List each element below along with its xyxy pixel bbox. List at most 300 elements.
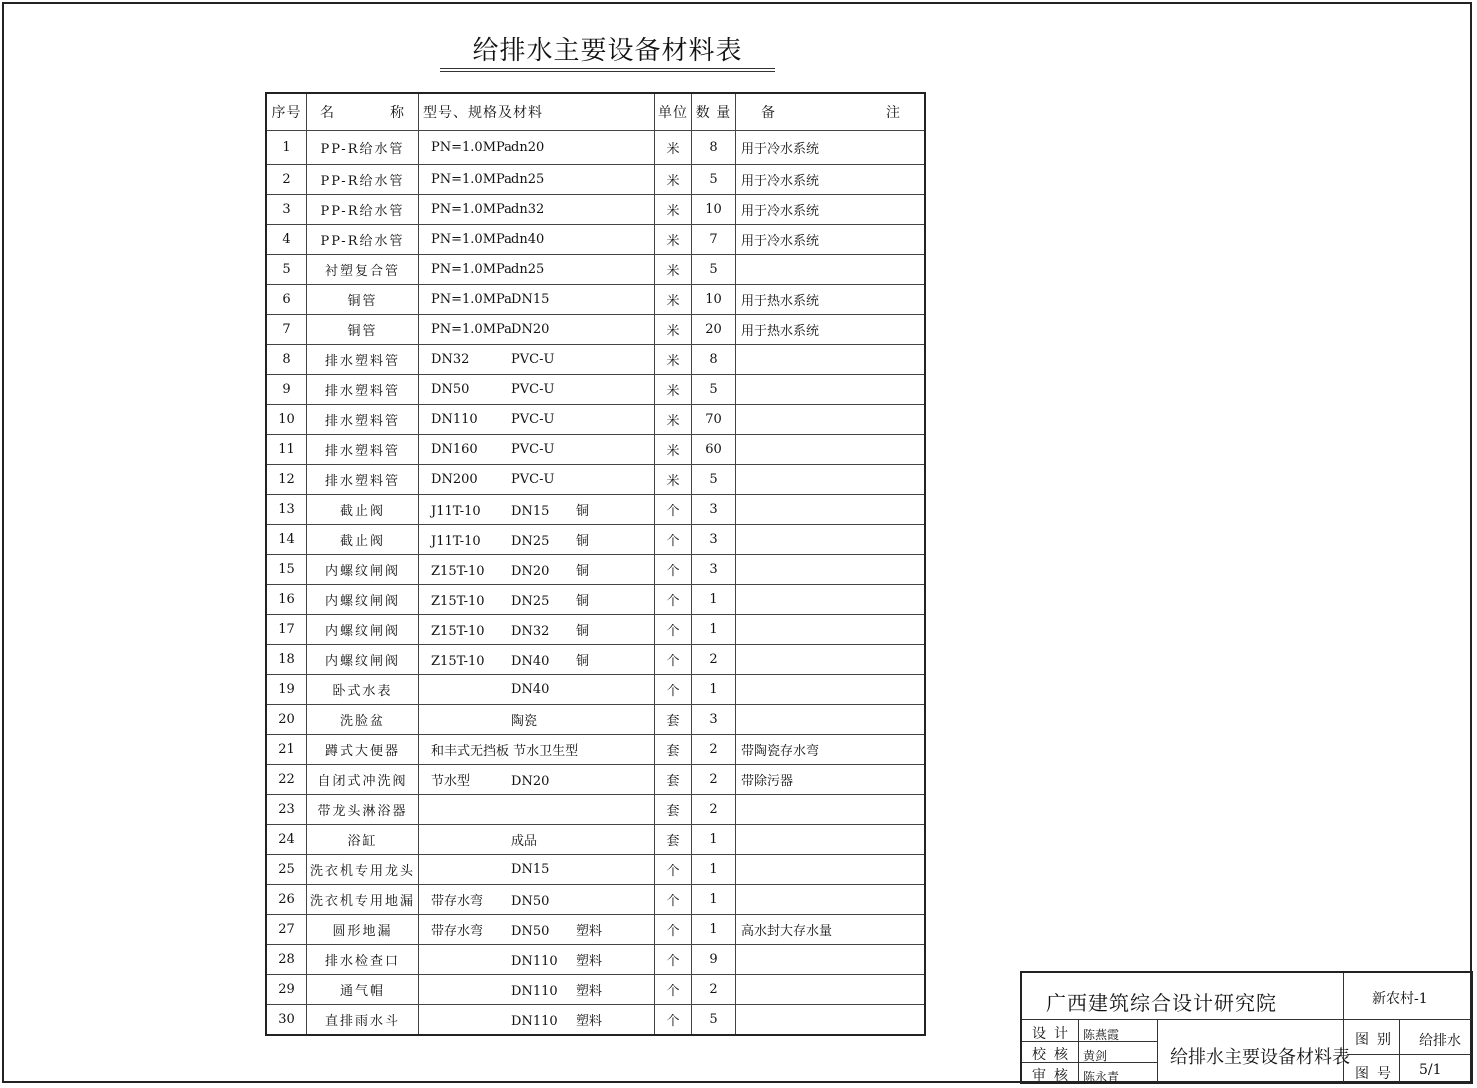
row-note xyxy=(736,555,926,585)
row-unit: 个 xyxy=(655,855,692,885)
table-row xyxy=(266,465,925,495)
row-note: 用于热水系统 xyxy=(736,285,926,315)
row-note: 带陶瓷存水弯 xyxy=(736,735,926,765)
row-note xyxy=(736,675,926,705)
row-no: 2 xyxy=(266,165,307,195)
page-title: 给排水主要设备材料表 xyxy=(472,36,743,66)
row-no: 3 xyxy=(266,195,307,225)
row-name: 排水塑料管 xyxy=(307,345,419,375)
row-unit: 个 xyxy=(655,615,692,645)
row-spec-part: DN25 xyxy=(511,594,550,609)
row-unit: 套 xyxy=(655,795,692,825)
row-note xyxy=(736,705,926,735)
row-spec-part: dn20 xyxy=(511,140,545,155)
row-qty: 2 xyxy=(692,975,736,1005)
row-unit: 米 xyxy=(655,225,692,255)
row-no: 18 xyxy=(266,645,307,675)
header-name-a: 名 xyxy=(320,105,335,121)
row-spec-part: 节水型 xyxy=(431,774,471,789)
row-name: 浴缸 xyxy=(307,825,419,855)
row-spec-part: DN110 xyxy=(431,412,478,427)
row-spec-part: 铜 xyxy=(576,534,590,549)
row-no: 21 xyxy=(266,735,307,765)
drawing-no-label: 图号 xyxy=(1355,1066,1399,1082)
row-qty: 9 xyxy=(692,945,736,975)
category-label: 图别 xyxy=(1355,1032,1399,1048)
row-name: PP-R给水管 xyxy=(307,165,419,195)
row-spec-part: PN=1.0MPa xyxy=(431,292,512,307)
row-note xyxy=(736,435,926,465)
title-underline xyxy=(440,68,775,69)
row-spec xyxy=(419,195,655,225)
table-row xyxy=(266,255,925,285)
row-spec-part: DN110 xyxy=(511,954,558,969)
row-qty: 8 xyxy=(692,131,736,165)
table-row xyxy=(266,885,925,915)
row-qty: 1 xyxy=(692,885,736,915)
row-qty: 10 xyxy=(692,195,736,225)
row-unit: 个 xyxy=(655,675,692,705)
row-no: 9 xyxy=(266,375,307,405)
row-qty: 3 xyxy=(692,705,736,735)
row-note xyxy=(736,795,926,825)
row-spec-part: PN=1.0MPa xyxy=(431,140,512,155)
row-note: 高水封大存水量 xyxy=(736,915,926,945)
row-name: 截止阀 xyxy=(307,495,419,525)
row-unit: 米 xyxy=(655,405,692,435)
row-spec-part: DN50 xyxy=(431,382,470,397)
row-note xyxy=(736,825,926,855)
row-unit: 个 xyxy=(655,585,692,615)
row-qty: 7 xyxy=(692,225,736,255)
row-unit: 米 xyxy=(655,345,692,375)
row-spec-part: DN110 xyxy=(511,1014,558,1029)
row-name: 直排雨水斗 xyxy=(307,1005,419,1036)
table-row xyxy=(266,945,925,975)
row-name: PP-R给水管 xyxy=(307,131,419,165)
row-spec-part: 塑料 xyxy=(576,924,603,939)
row-name: 洗脸盆 xyxy=(307,705,419,735)
table-row xyxy=(266,345,925,375)
table-row xyxy=(266,435,925,465)
row-no: 29 xyxy=(266,975,307,1005)
header-note-b: 注 xyxy=(886,105,902,121)
row-no: 4 xyxy=(266,225,307,255)
table-row xyxy=(266,765,925,795)
row-name: PP-R给水管 xyxy=(307,225,419,255)
table-row xyxy=(266,165,925,195)
header-unit: 单位 xyxy=(655,93,692,131)
row-spec-part: Z15T-10 xyxy=(431,594,485,609)
row-spec-part: DN160 xyxy=(431,442,478,457)
row-spec-part: DN25 xyxy=(511,534,550,549)
row-unit: 个 xyxy=(655,915,692,945)
row-note: 用于冷水系统 xyxy=(736,131,926,165)
row-spec xyxy=(419,345,655,375)
table-row xyxy=(266,375,925,405)
row-name: 圆形地漏 xyxy=(307,915,419,945)
row-qty: 20 xyxy=(692,315,736,345)
row-unit: 个 xyxy=(655,885,692,915)
row-spec-part: DN40 xyxy=(511,682,550,697)
row-spec xyxy=(419,165,655,195)
row-no: 15 xyxy=(266,555,307,585)
row-no: 8 xyxy=(266,345,307,375)
row-spec xyxy=(419,525,655,555)
row-spec-part: 铜 xyxy=(576,564,590,579)
row-spec-part: DN32 xyxy=(511,624,550,639)
row-no: 24 xyxy=(266,825,307,855)
row-spec-part: 塑料 xyxy=(576,954,603,969)
row-note xyxy=(736,495,926,525)
row-no: 13 xyxy=(266,495,307,525)
row-spec-part: Z15T-10 xyxy=(431,624,485,639)
tb-line xyxy=(1078,1019,1079,1082)
table-row xyxy=(266,405,925,435)
row-spec-part: PN=1.0MPa xyxy=(431,262,512,277)
row-name: 排水检查口 xyxy=(307,945,419,975)
row-name: 排水塑料管 xyxy=(307,375,419,405)
row-spec xyxy=(419,435,655,465)
row-spec xyxy=(419,645,655,675)
row-spec-part: dn32 xyxy=(511,202,545,217)
row-qty: 3 xyxy=(692,555,736,585)
row-spec-part: PVC-U xyxy=(511,352,555,367)
drawing-no-value: 5/1 xyxy=(1419,1062,1442,1078)
row-spec-part: 带存水弯 xyxy=(431,894,484,909)
design-name: 陈燕霞 xyxy=(1083,1028,1120,1042)
row-no: 1 xyxy=(266,131,307,165)
row-no: 30 xyxy=(266,1005,307,1036)
row-note: 用于冷水系统 xyxy=(736,165,926,195)
row-unit: 套 xyxy=(655,735,692,765)
row-spec-part: PVC-U xyxy=(511,412,555,427)
row-qty: 2 xyxy=(692,795,736,825)
row-qty: 1 xyxy=(692,825,736,855)
row-unit: 米 xyxy=(655,255,692,285)
row-spec xyxy=(419,615,655,645)
row-note xyxy=(736,615,926,645)
row-spec-part: DN20 xyxy=(511,774,550,789)
row-qty: 1 xyxy=(692,615,736,645)
row-spec-part: 和丰式无挡板 节水卫生型 xyxy=(431,744,579,759)
row-no: 19 xyxy=(266,675,307,705)
row-spec xyxy=(419,855,655,885)
table-row xyxy=(266,225,925,255)
table-row xyxy=(266,705,925,735)
row-no: 10 xyxy=(266,405,307,435)
table-header-row xyxy=(266,93,925,131)
row-qty: 3 xyxy=(692,495,736,525)
row-name: 衬塑复合管 xyxy=(307,255,419,285)
title-block xyxy=(1020,971,1473,1084)
row-spec-part: 铜 xyxy=(576,594,590,609)
row-no: 12 xyxy=(266,465,307,495)
row-spec-part: Z15T-10 xyxy=(431,654,485,669)
table-row xyxy=(266,645,925,675)
row-note xyxy=(736,375,926,405)
row-name: 洗衣机专用地漏 xyxy=(307,885,419,915)
table-row xyxy=(266,1005,925,1036)
tb-line xyxy=(1157,1019,1158,1082)
row-unit: 米 xyxy=(655,195,692,225)
row-spec-part: PVC-U xyxy=(511,442,555,457)
row-name: 铜管 xyxy=(307,285,419,315)
row-qty: 1 xyxy=(692,585,736,615)
row-spec-part: PVC-U xyxy=(511,382,555,397)
row-unit: 个 xyxy=(655,945,692,975)
row-note: 用于冷水系统 xyxy=(736,195,926,225)
check-label: 校核 xyxy=(1032,1047,1076,1063)
tb-line xyxy=(1348,1054,1471,1055)
row-name: 铜管 xyxy=(307,315,419,345)
table-row xyxy=(266,131,925,165)
row-spec xyxy=(419,495,655,525)
row-spec-part: PN=1.0MPa xyxy=(431,172,512,187)
row-name: PP-R给水管 xyxy=(307,195,419,225)
row-spec-part: dn25 xyxy=(511,172,545,187)
header-name xyxy=(307,93,419,131)
row-spec-part: DN20 xyxy=(511,564,550,579)
row-spec-part: PVC-U xyxy=(511,472,555,487)
row-no: 28 xyxy=(266,945,307,975)
row-spec-part: DN110 xyxy=(511,984,558,999)
organization-name: 广西建筑综合设计研究院 xyxy=(1046,991,1277,1015)
tb-line xyxy=(1022,1019,1471,1020)
row-note xyxy=(736,525,926,555)
row-qty: 5 xyxy=(692,255,736,285)
row-qty: 70 xyxy=(692,405,736,435)
row-spec xyxy=(419,705,655,735)
row-name: 内螺纹闸阀 xyxy=(307,615,419,645)
row-note xyxy=(736,945,926,975)
row-spec-part: PN=1.0MPa xyxy=(431,322,512,337)
row-qty: 2 xyxy=(692,645,736,675)
table-row xyxy=(266,615,925,645)
row-spec-part: DN32 xyxy=(431,352,470,367)
row-spec-part: 塑料 xyxy=(576,984,603,999)
row-qty: 10 xyxy=(692,285,736,315)
row-spec-part: Z15T-10 xyxy=(431,564,485,579)
row-unit: 套 xyxy=(655,765,692,795)
row-unit: 套 xyxy=(655,705,692,735)
row-spec xyxy=(419,1005,655,1036)
title-underline-double xyxy=(440,71,775,72)
row-name: 卧式水表 xyxy=(307,675,419,705)
header-name-b: 称 xyxy=(390,105,405,121)
row-unit: 个 xyxy=(655,555,692,585)
row-spec-part: 铜 xyxy=(576,504,590,519)
row-spec-part: DN200 xyxy=(431,472,478,487)
table-row xyxy=(266,735,925,765)
row-qty: 2 xyxy=(692,735,736,765)
row-qty: 5 xyxy=(692,465,736,495)
row-spec xyxy=(419,405,655,435)
row-qty: 1 xyxy=(692,675,736,705)
row-spec-part: DN15 xyxy=(511,292,550,307)
row-spec xyxy=(419,915,655,945)
review-name: 陈永青 xyxy=(1083,1070,1120,1084)
row-name: 通气帽 xyxy=(307,975,419,1005)
row-spec-part: PN=1.0MPa xyxy=(431,232,512,247)
row-spec-part: J11T-10 xyxy=(431,504,481,519)
category-value: 给排水 xyxy=(1419,1033,1461,1049)
header-spec: 型号、规格及材料 xyxy=(419,93,655,131)
row-unit: 米 xyxy=(655,285,692,315)
row-spec xyxy=(419,131,655,165)
row-spec xyxy=(419,255,655,285)
row-note xyxy=(736,465,926,495)
row-unit: 米 xyxy=(655,375,692,405)
table-row xyxy=(266,315,925,345)
table-row xyxy=(266,555,925,585)
row-name: 洗衣机专用龙头 xyxy=(307,855,419,885)
row-no: 14 xyxy=(266,525,307,555)
tb-line xyxy=(1399,1019,1400,1082)
row-unit: 米 xyxy=(655,165,692,195)
row-spec-part: J11T-10 xyxy=(431,534,481,549)
row-spec xyxy=(419,315,655,345)
row-spec-part: 成品 xyxy=(511,834,538,849)
check-name: 黄剑 xyxy=(1083,1049,1108,1063)
table-row xyxy=(266,285,925,315)
row-name: 排水塑料管 xyxy=(307,465,419,495)
row-note: 用于冷水系统 xyxy=(736,225,926,255)
row-unit: 米 xyxy=(655,315,692,345)
row-spec xyxy=(419,555,655,585)
row-note xyxy=(736,645,926,675)
header-qty: 数 量 xyxy=(692,93,736,131)
row-name: 内螺纹闸阀 xyxy=(307,645,419,675)
table-row xyxy=(266,675,925,705)
row-note xyxy=(736,1005,926,1036)
row-spec-part: DN20 xyxy=(511,322,550,337)
row-note xyxy=(736,855,926,885)
table-row xyxy=(266,585,925,615)
row-no: 6 xyxy=(266,285,307,315)
row-note: 带除污器 xyxy=(736,765,926,795)
materials-table-container xyxy=(265,92,926,1036)
row-qty: 8 xyxy=(692,345,736,375)
row-qty: 1 xyxy=(692,915,736,945)
row-note: 用于热水系统 xyxy=(736,315,926,345)
materials-table xyxy=(265,92,926,1036)
row-qty: 3 xyxy=(692,525,736,555)
row-spec xyxy=(419,465,655,495)
row-qty: 1 xyxy=(692,855,736,885)
row-spec-part: DN50 xyxy=(511,894,550,909)
table-row xyxy=(266,795,925,825)
row-note xyxy=(736,345,926,375)
row-name: 带龙头淋浴器 xyxy=(307,795,419,825)
table-row xyxy=(266,825,925,855)
row-unit: 米 xyxy=(655,465,692,495)
row-spec xyxy=(419,285,655,315)
row-unit: 个 xyxy=(655,525,692,555)
row-spec-part: 带存水弯 xyxy=(431,924,484,939)
row-no: 23 xyxy=(266,795,307,825)
row-spec xyxy=(419,225,655,255)
row-unit: 米 xyxy=(655,131,692,165)
table-row xyxy=(266,495,925,525)
row-spec-part: DN15 xyxy=(511,862,550,877)
row-name: 排水塑料管 xyxy=(307,405,419,435)
row-no: 5 xyxy=(266,255,307,285)
row-unit: 个 xyxy=(655,495,692,525)
row-spec xyxy=(419,825,655,855)
review-label: 审核 xyxy=(1032,1068,1076,1084)
row-spec xyxy=(419,975,655,1005)
row-unit: 个 xyxy=(655,645,692,675)
row-no: 20 xyxy=(266,705,307,735)
row-no: 11 xyxy=(266,435,307,465)
row-note xyxy=(736,975,926,1005)
row-note xyxy=(736,585,926,615)
row-spec-part: dn25 xyxy=(511,262,545,277)
row-qty: 5 xyxy=(692,375,736,405)
row-spec-part: 陶瓷 xyxy=(511,714,538,729)
row-unit: 套 xyxy=(655,825,692,855)
row-spec-part: DN50 xyxy=(511,924,550,939)
row-spec-part: DN15 xyxy=(511,504,550,519)
table-row xyxy=(266,915,925,945)
row-name: 蹲式大便器 xyxy=(307,735,419,765)
design-label: 设计 xyxy=(1032,1026,1076,1042)
row-no: 16 xyxy=(266,585,307,615)
row-spec-part: 铜 xyxy=(576,624,590,639)
row-name: 排水塑料管 xyxy=(307,435,419,465)
row-note xyxy=(736,885,926,915)
row-qty: 2 xyxy=(692,765,736,795)
row-note xyxy=(736,405,926,435)
row-name: 内螺纹闸阀 xyxy=(307,555,419,585)
table-row xyxy=(266,855,925,885)
row-spec-part: 塑料 xyxy=(576,1014,603,1029)
row-spec xyxy=(419,795,655,825)
row-spec xyxy=(419,585,655,615)
row-qty: 60 xyxy=(692,435,736,465)
table-row xyxy=(266,195,925,225)
row-spec xyxy=(419,885,655,915)
row-spec-part: dn40 xyxy=(511,232,545,247)
row-no: 25 xyxy=(266,855,307,885)
table-row xyxy=(266,975,925,1005)
row-spec xyxy=(419,735,655,765)
row-unit: 米 xyxy=(655,435,692,465)
table-body xyxy=(266,131,925,1036)
row-no: 26 xyxy=(266,885,307,915)
header-no: 序号 xyxy=(266,93,307,131)
row-spec xyxy=(419,945,655,975)
header-note-a: 备 xyxy=(761,105,777,121)
project-name: 新农村-1 xyxy=(1372,991,1428,1007)
row-unit: 个 xyxy=(655,975,692,1005)
row-spec-part: PN=1.0MPa xyxy=(431,202,512,217)
row-no: 27 xyxy=(266,915,307,945)
header-note xyxy=(736,93,926,131)
row-name: 自闭式冲洗阀 xyxy=(307,765,419,795)
row-spec-part: 铜 xyxy=(576,654,590,669)
table-row xyxy=(266,525,925,555)
sheet-title: 给排水主要设备材料表 xyxy=(1170,1047,1350,1068)
row-spec xyxy=(419,675,655,705)
row-no: 22 xyxy=(266,765,307,795)
row-no: 7 xyxy=(266,315,307,345)
row-unit: 个 xyxy=(655,1005,692,1036)
row-no: 17 xyxy=(266,615,307,645)
row-name: 截止阀 xyxy=(307,525,419,555)
row-spec-part: DN40 xyxy=(511,654,550,669)
